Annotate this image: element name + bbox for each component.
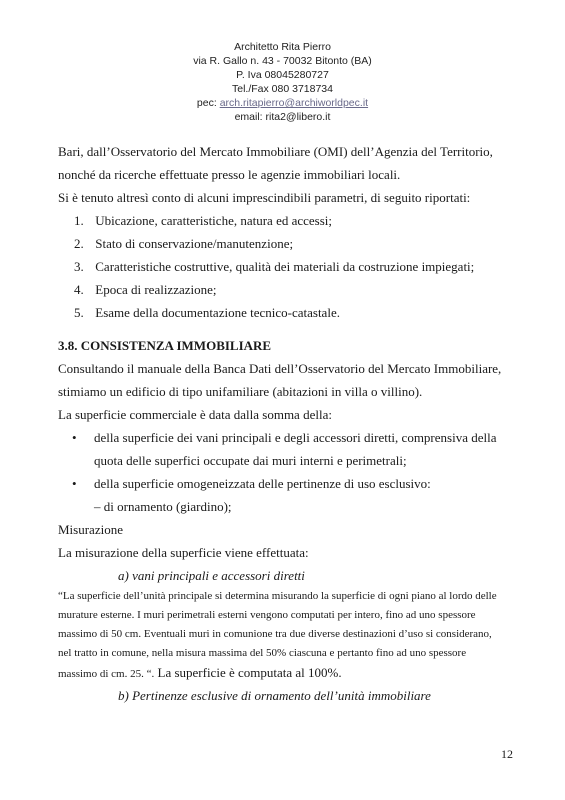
misurazione-heading: Misurazione: [58, 522, 123, 537]
section-title: 3.8. CONSISTENZA IMMOBILIARE: [58, 338, 272, 353]
architect-email: email: rita2@libero.it: [234, 111, 331, 123]
architect-piva: P. Iva 08045280727: [236, 69, 329, 81]
bullet-icon: •: [72, 430, 77, 445]
architect-address: via R. Gallo n. 43 - 70032 Bitonto (BA): [193, 55, 372, 67]
architect-name: Architetto Rita Pierro: [234, 41, 331, 53]
intro-line-2: nonché da ricerche effettuate presso le agenzie immobiliari locali.: [58, 167, 401, 182]
surface-bullets: [58, 426, 528, 495]
bullet-icon: •: [72, 476, 77, 491]
section-paragraph-2: stimiamo un edificio di tipo unifamiliare (abitazioni in villa o villino).: [58, 384, 423, 399]
pec-label: pec:: [196, 97, 217, 109]
section-paragraph-1: Consultando il manuale della Banca Dati dell’Osservatorio del Mercato Immobiliare,: [58, 361, 502, 376]
intro-line-3: Si è tenuto altresì conto di alcuni imprescindibili parametri, di seguito riportati:: [58, 190, 471, 205]
subheading-a: a) vani principali e accessori diretti: [118, 568, 305, 583]
list-item: 5. Esame della documentazione tecnico-catastale.: [74, 305, 340, 320]
architect-pec: [0, 96, 565, 110]
pec-address-link[interactable]: arch.ritapierro@archiworldpec.it: [219, 97, 369, 109]
letterhead: [0, 40, 565, 124]
architect-telfax: Tel./Fax 080 3718734: [232, 83, 333, 95]
list-item: 2. Stato di conservazione/manutenzione;: [74, 236, 294, 251]
page-number: 12: [501, 747, 513, 761]
list-item: 3. Caratteristiche costruttive, qualità dei materiali da costruzione impiegati;: [74, 259, 475, 274]
intro-line-1: Bari, dall’Osservatorio del Mercato Immobiliare (OMI) dell’Agenzia del Territorio,: [58, 144, 493, 159]
misurazione-intro: La misurazione della superficie viene effettuata:: [58, 545, 309, 560]
parameters-list: [58, 209, 528, 324]
list-item: • della superficie dei vani principali e degli accessori diretti, comprensiva della quota delle superfici occupate dai muri interni e perimetrali;: [58, 426, 528, 472]
list-item: • della superficie omogeneizzata delle pertinenze di uso esclusivo:: [58, 472, 528, 495]
section-paragraph-3: La superficie commerciale è data dalla somma della:: [58, 407, 332, 422]
quoted-rule: “La superficie dell’unità principale si determina misurando la superficie di ogni piano al lordo delle murature esterne. I muri perimetrali esterni vengono computati per intero, fino ad uno spessore massimo di 50 cm. Eventuali muri in comunione tra due diverse destinazioni d’uso si considerano, nel tratto in comune, nella misura massima del 50% ciascuna e pertanto fino ad uno spessore massimo di cm. 25. “. La superficie è computata al 100%.: [58, 590, 497, 680]
subheading-b: b) Pertinenze esclusive di ornamento dell’unità immobiliare: [118, 688, 431, 703]
dash-item-ornamento: – di ornamento (giardino);: [94, 499, 232, 514]
list-item: 1. Ubicazione, caratteristiche, natura ed accessi;: [74, 213, 333, 228]
document-body: [58, 140, 528, 707]
list-item: 4. Epoca di realizzazione;: [74, 282, 217, 297]
